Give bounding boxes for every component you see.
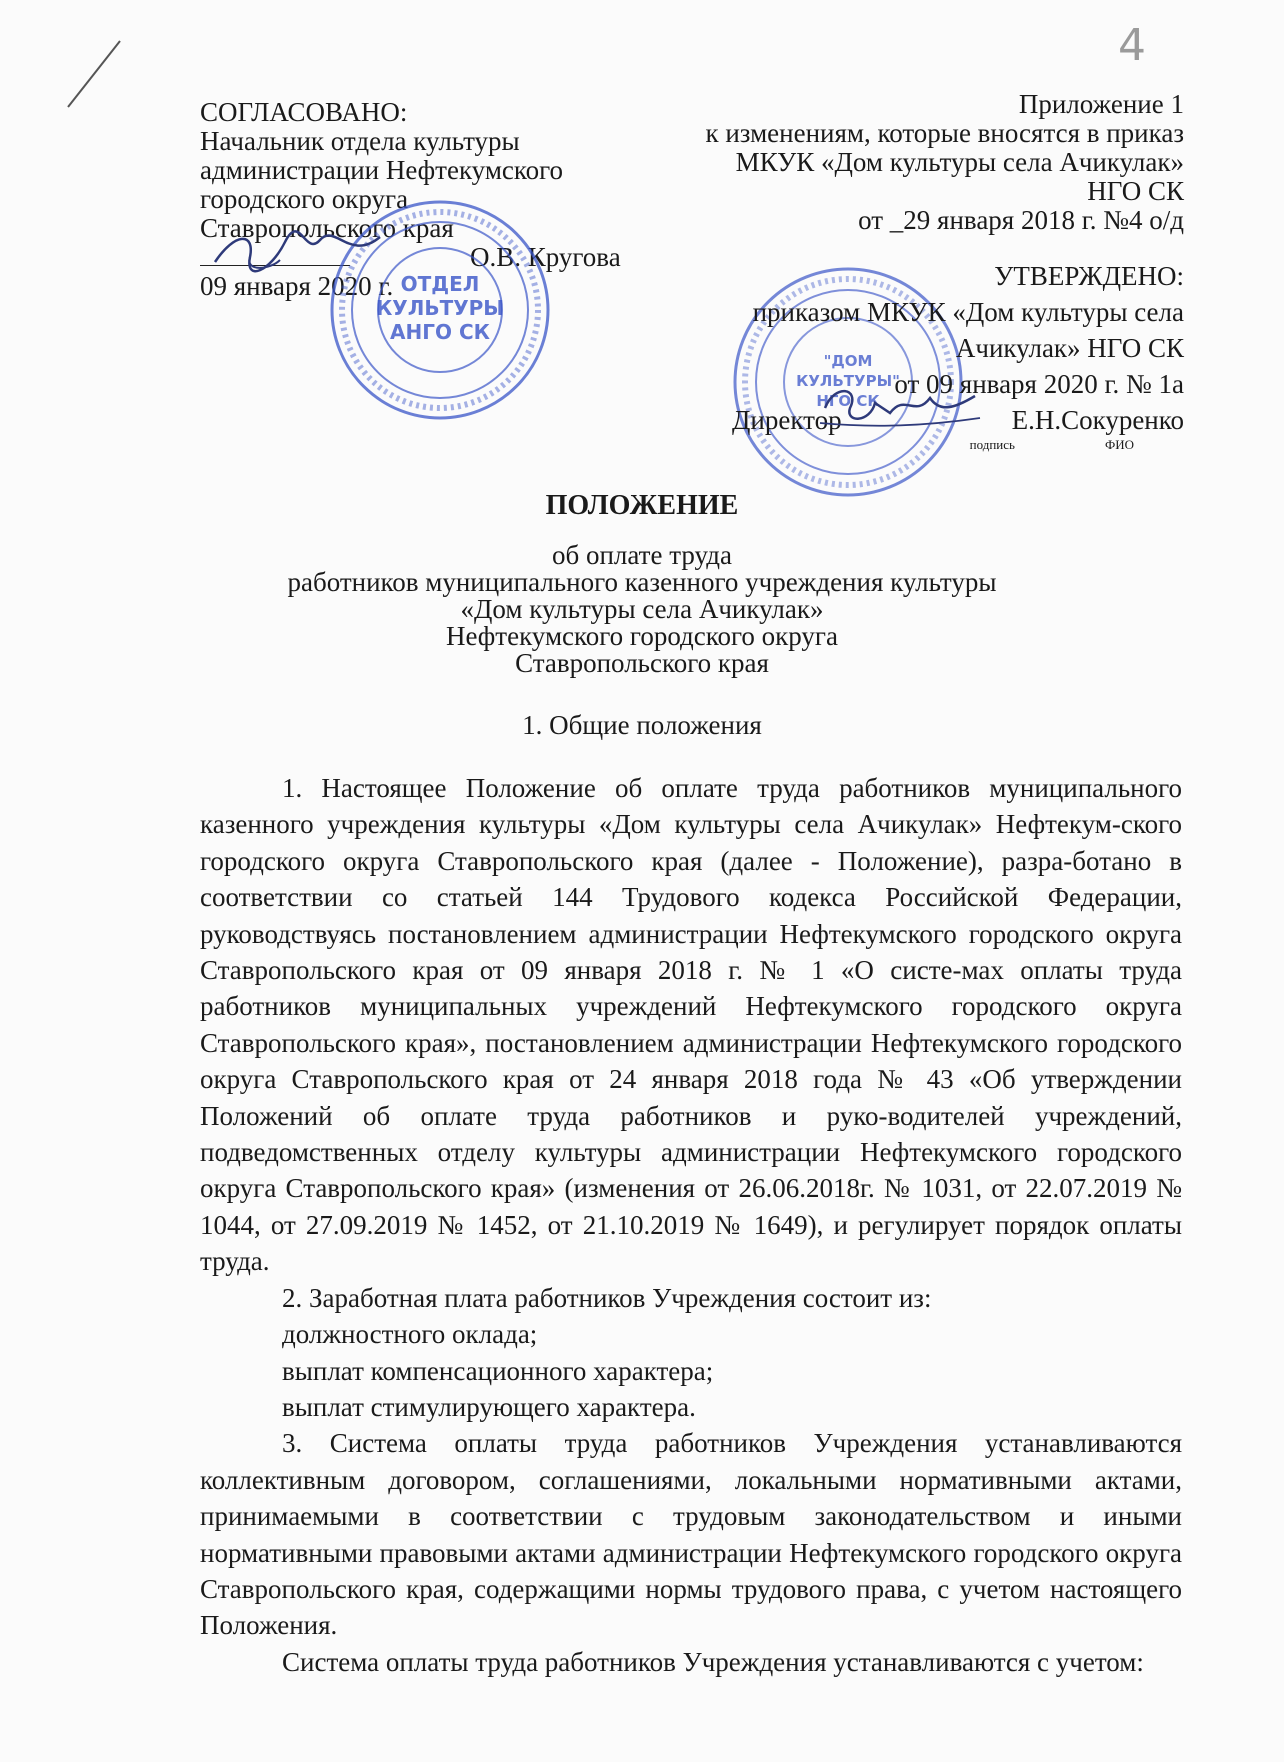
approved-label: УТВЕРЖДЕНО:: [994, 261, 1184, 291]
appendix-line: МКУК «Дом культуры села Ачикулак»: [735, 147, 1184, 177]
paragraph-2: 2. Заработная плата работников Учреждения состоит из:: [282, 1282, 932, 1313]
stamp-right-line-3: НГО СК: [816, 392, 880, 410]
document-body: [200, 770, 1182, 1680]
paragraph-4: Система оплаты труда работников Учреждения устанавливаются с учетом:: [282, 1646, 1144, 1677]
agreed-position-line: Ставропольского края: [200, 213, 454, 243]
agreed-position-line: администрации Нефтекумского: [200, 155, 564, 185]
stamp-right-line-2: КУЛЬТУРЫ": [796, 372, 900, 390]
document-subtitle: [0, 542, 1284, 677]
section-heading: 1. Общие положения: [522, 710, 762, 740]
stamp-left-line-1: ОТДЕЛ: [400, 272, 480, 296]
sign-captions: [584, 438, 1184, 452]
subtitle-line: об оплате труда: [551, 540, 733, 570]
paragraph-3: 3. Система оплаты труда работников Учреждения устанавливаются коллективным договором, соглашениями, локальными нормативными актами, принимаемыми в соответствии с трудовым законодательством и иными нормативными правовыми актами администрации Нефтекумского городского округа Ставропольского края, содержащими нормы трудового права, с учетом настоящего Положения.: [200, 1428, 1182, 1641]
paragraph-1: 1. Настоящее Положение об оплате труда работников муниципального казенного учреждения культуры «Дом культуры села Ачикулак» Нефтекум-ского городского округа Ставропольского края (далее - Положение), разра-ботано в соответствии со статьей 144 Трудового кодекса Российской Федерации, руководствуясь постановлением администрации Нефтекумского городского округа Ставропольского края от 09 января 2018 г. № 1 «О систе-мах оплаты труда работников муниципальных учреждений Нефтекумского городского округа Ставропольского края», постановлением администрации Нефтекумского городского округа Ставропольского края от 24 января 2018 года № 43 «Об утверждении Положений об оплате труда работников и руко-водителей учреждений, подведомственных отделу культуры администрации Нефтекумского городского округа Ставропольского края» (изменения от 26.06.2018г. № 1031, от 22.07.2019 № 1044, от 27.09.2019 № 1452, от 21.10.2019 № 1649), и регулирует порядок оплаты труда.: [200, 773, 1182, 1277]
approved-order: Ачикулак» НГО СК: [955, 333, 1184, 363]
sign-caption: подпись: [969, 437, 1015, 452]
list-item: выплат стимулирующего характера.: [282, 1391, 696, 1422]
list-item: должностного оклада;: [282, 1319, 538, 1350]
subtitle-line: «Дом культуры села Ачикулак»: [460, 594, 824, 624]
stamp-left-line-3: АНГО СК: [390, 320, 490, 344]
agreed-position-line: городского округа: [200, 184, 409, 214]
director-label: Директор: [732, 405, 842, 435]
subtitle-line: Ставропольского края: [515, 648, 769, 678]
document-title: ПОЛОЖЕНИЕ: [545, 490, 739, 521]
agreed-label: СОГЛАСОВАНО:: [200, 97, 408, 127]
name-caption: ФИО: [1104, 437, 1134, 452]
appendix-title: Приложение 1: [1018, 89, 1184, 119]
director-name: Е.Н.Сокуренко: [1011, 405, 1184, 435]
pen-mark: [60, 35, 130, 115]
page-number: 4: [1118, 20, 1146, 71]
signature-left: [210, 222, 390, 282]
stamp-left-line-2: КУЛЬТУРЫ: [375, 296, 505, 320]
approved-order-number: от 09 января 2020 г. № 1а: [894, 369, 1184, 399]
stamp-right-line-1: "ДОМ: [823, 352, 873, 370]
approved-order: приказом МКУК «Дом культуры села: [752, 297, 1184, 327]
appendix-block: [584, 90, 1184, 235]
signature-right: [815, 378, 985, 438]
list-item: выплат компенсационного характера;: [282, 1355, 714, 1386]
appendix-date: от _29 января 2018 г. №4 о/д: [858, 205, 1184, 235]
agreed-date: 09 января 2020 г.: [200, 271, 394, 301]
subtitle-line: работников муниципального казенного учреждения культуры: [287, 567, 997, 597]
appendix-line: НГО СК: [1087, 176, 1184, 206]
appendix-line: к изменениям, которые вносятся в приказ: [705, 118, 1184, 148]
subtitle-line: Нефтекумского городского округа: [445, 621, 838, 651]
agreed-position: Начальник отдела культуры: [200, 126, 520, 156]
agreed-name: О.В. Кругова: [470, 242, 621, 272]
